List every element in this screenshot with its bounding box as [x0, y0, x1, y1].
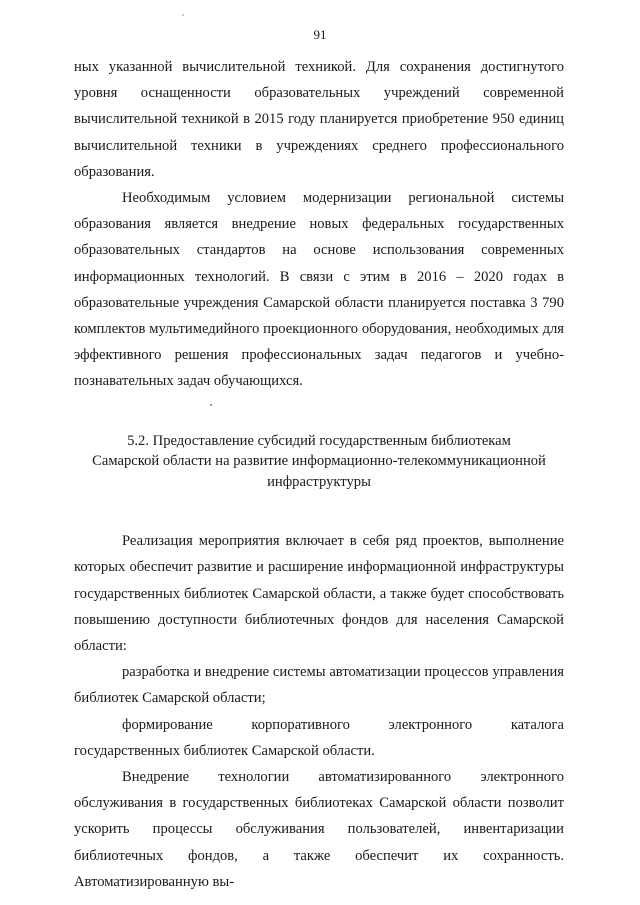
spacer: [74, 492, 564, 528]
paragraph-electronic-service: Внедрение технологии автоматизированного электронного обслуживания в государственных библиотеках Самарской области позволит ускорить процессы обслуживания пользователей, инвентаризации библиотечных фондов, а также обеспечит их сохранность. Автоматизированную вы-: [74, 768, 564, 890]
page-number: 91: [313, 27, 327, 42]
section-heading-line-2: Самарской области на развитие информационно-телекоммуникационной: [92, 453, 546, 470]
paragraph-continuation: ных указанной вычислительной техникой. Для сохранения достигнутого уровня оснащенности образовательных учреждений современной вычислительной техникой в 2015 году планируется приобретение 950 единиц вычислительной техники в учреждениях среднего профессионального образования.: [74, 59, 564, 180]
document-body: [74, 54, 564, 895]
spacer: [74, 395, 564, 431]
scan-speck: [182, 14, 184, 16]
scan-speck: [210, 404, 212, 406]
list-item-catalog: формирование корпоративного электронного каталога государственных библиотек Самарской области.: [74, 716, 564, 759]
paragraph-implementation: Реализация мероприятия включает в себя ряд проектов, выполнение которых обеспечит развитие и расширение информационной инфраструктуры государственных библиотек Самарской области, а также будет способствовать повышению доступности библиотечных фондов для населения Самарской области:: [74, 533, 564, 654]
list-item-automation: разработка и внедрение системы автоматизации процессов управления библиотек Самарской области;: [74, 664, 564, 707]
section-heading: [74, 431, 564, 493]
section-heading-line-1: 5.2. Предоставление субсидий государственным библиотекам: [127, 432, 511, 449]
paragraph-modernization: Необходимым условием модернизации региональной системы образования является внедрение новых федеральных государственных образовательных стандартов на основе использования современных информационных технологий. В связи с этим в 2016 – 2020 годах в образовательные учреждения Самарской области планируется поставка 3 790 комплектов мультимедийного проекционного оборудования, необходимых для эффективного решения профессиональных задач педагогов и учебно-познавательных задач обучающихся.: [74, 190, 564, 390]
section-heading-line-3: инфраструктуры: [267, 473, 371, 490]
